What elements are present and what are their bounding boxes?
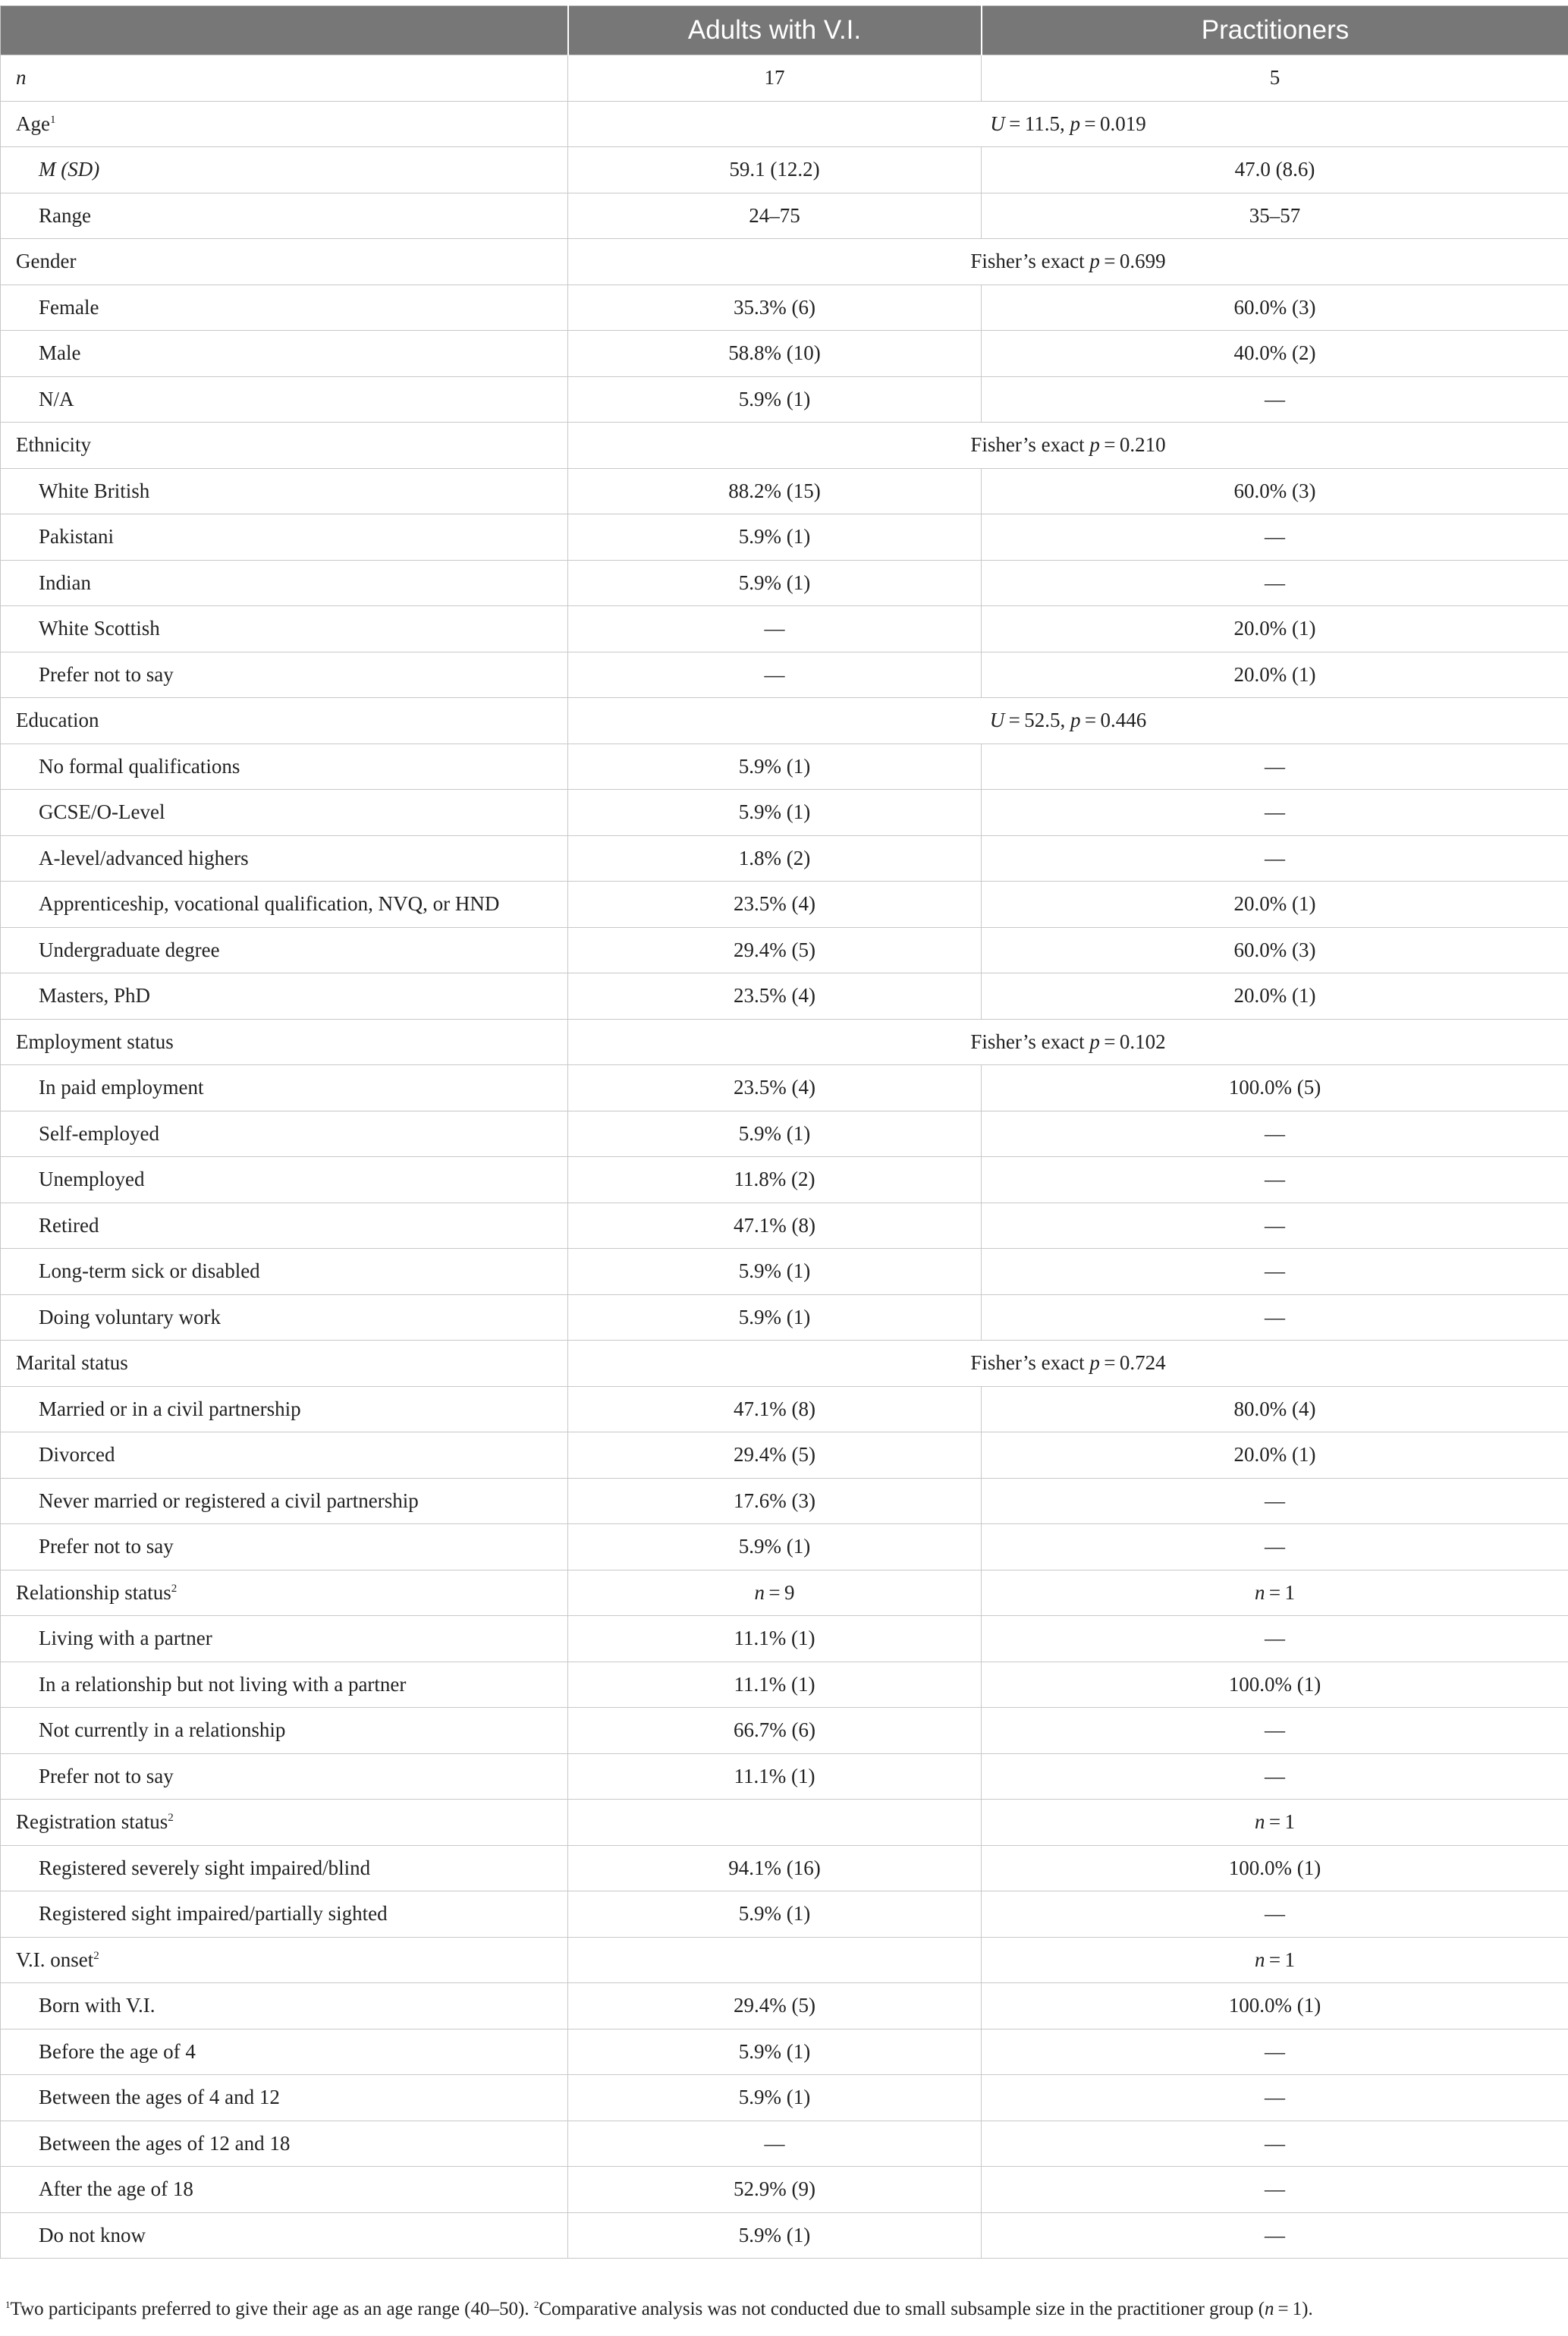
row-label-text: No formal qualifications: [39, 754, 240, 778]
table-row: [1, 1157, 1568, 1203]
row-label-text: Registered severely sight impaired/blind: [39, 1856, 371, 1879]
table-row: [1, 1203, 1568, 1249]
row-label-text: Between the ages of 12 and 18: [39, 2131, 291, 2155]
row-label: [1, 973, 568, 1020]
table-row: [1, 927, 1568, 973]
row-label-text: Not currently in a relationship: [39, 1718, 286, 1742]
value-adults: 5.9% (1): [568, 376, 982, 423]
value-practitioners: 20.0% (1): [982, 606, 1568, 652]
row-label: [1, 1524, 568, 1570]
value-adults: 11.1% (1): [568, 1753, 982, 1800]
footnote-ref: 1: [49, 113, 56, 126]
value-practitioners: —: [982, 835, 1568, 882]
value-practitioners: —: [982, 1249, 1568, 1295]
row-label-text: Age: [16, 112, 50, 135]
row-label: [1, 560, 568, 606]
row-label: [1, 1432, 568, 1479]
value-adults: 5.9% (1): [568, 560, 982, 606]
table-row: [1, 1983, 1568, 2029]
row-label: [1, 1708, 568, 1754]
value-practitioners: —: [982, 1524, 1568, 1570]
row-label: [1, 1203, 568, 1249]
row-statistic: U = 11.5, p = 0.019: [568, 101, 1568, 147]
row-label: [1, 835, 568, 882]
value-adults: —: [568, 606, 982, 652]
value-practitioners: 100.0% (5): [982, 1065, 1568, 1111]
table-row: [1, 376, 1568, 423]
row-label: [1, 927, 568, 973]
value-adults: —: [568, 652, 982, 698]
row-label-text: In a relationship but not living with a partner: [39, 1672, 407, 1696]
table-row: [1, 1249, 1568, 1295]
table-row: [1, 101, 1568, 147]
row-statistic: Fisher’s exact p = 0.102: [568, 1019, 1568, 1065]
row-label: [1, 1570, 568, 1616]
table-row: [1, 468, 1568, 514]
row-label: [1, 1616, 568, 1662]
row-statistic: Fisher’s exact p = 0.724: [568, 1341, 1568, 1387]
table-row: [1, 1386, 1568, 1432]
value-adults: 29.4% (5): [568, 1983, 982, 2029]
header-practitioners: Practitioners: [982, 6, 1568, 55]
row-label: [1, 514, 568, 561]
value-practitioners: 20.0% (1): [982, 652, 1568, 698]
row-label: [1, 1753, 568, 1800]
row-label-text: Do not know: [39, 2223, 146, 2246]
table-row: [1, 423, 1568, 469]
row-statistic: U = 52.5, p = 0.446: [568, 698, 1568, 744]
row-label: [1, 423, 568, 469]
row-statistic: Fisher’s exact p = 0.210: [568, 423, 1568, 469]
row-label: [1, 2212, 568, 2259]
table-row: [1, 835, 1568, 882]
value-practitioners: —: [982, 2212, 1568, 2259]
table-row: [1, 2212, 1568, 2259]
row-label: [1, 1111, 568, 1157]
row-label-text: Employment status: [16, 1030, 174, 1053]
row-label: [1, 101, 568, 147]
value-adults: 5.9% (1): [568, 790, 982, 836]
row-label-text: A-level/advanced highers: [39, 846, 249, 869]
value-adults: 11.8% (2): [568, 1157, 982, 1203]
row-label-text: Female: [39, 295, 99, 319]
row-label-text: After the age of 18: [39, 2177, 193, 2201]
table-row: [1, 514, 1568, 561]
row-label: [1, 1386, 568, 1432]
value-adults: 11.1% (1): [568, 1616, 982, 1662]
value-practitioners: 60.0% (3): [982, 468, 1568, 514]
row-label-text: Marital status: [16, 1351, 128, 1375]
table-row: [1, 1662, 1568, 1708]
table-row: [1, 285, 1568, 331]
row-label: [1, 1341, 568, 1387]
value-adults: 5.9% (1): [568, 514, 982, 561]
value-adults: 23.5% (4): [568, 882, 982, 928]
row-label-text: Living with a partner: [39, 1627, 212, 1650]
value-practitioners: 5: [982, 55, 1568, 102]
value-adults: 1.8% (2): [568, 835, 982, 882]
table-row: [1, 1753, 1568, 1800]
value-adults: —: [568, 2121, 982, 2167]
row-label: [1, 1478, 568, 1524]
value-practitioners: n = 1: [982, 1570, 1568, 1616]
value-adults: 29.4% (5): [568, 927, 982, 973]
row-label: [1, 1662, 568, 1708]
row-label: [1, 1019, 568, 1065]
row-label-text: Gender: [16, 250, 77, 273]
value-practitioners: —: [982, 744, 1568, 790]
value-adults: 23.5% (4): [568, 1065, 982, 1111]
row-label-text: Prefer not to say: [39, 1535, 174, 1558]
value-adults: n = 9: [568, 1570, 982, 1616]
row-label-text: Prefer not to say: [39, 1764, 174, 1787]
row-label-text: Prefer not to say: [39, 662, 174, 686]
value-adults: 5.9% (1): [568, 1111, 982, 1157]
row-label: [1, 1845, 568, 1891]
value-adults: 88.2% (15): [568, 468, 982, 514]
row-label: [1, 1294, 568, 1341]
row-label-text: Registration status: [16, 1810, 168, 1834]
value-practitioners: —: [982, 1478, 1568, 1524]
row-label: [1, 1937, 568, 1983]
value-adults: 5.9% (1): [568, 2212, 982, 2259]
value-adults: 52.9% (9): [568, 2167, 982, 2213]
value-practitioners: 60.0% (3): [982, 285, 1568, 331]
value-practitioners: 47.0 (8.6): [982, 147, 1568, 193]
value-adults: [568, 1800, 982, 1846]
value-adults: 59.1 (12.2): [568, 147, 982, 193]
row-label: [1, 698, 568, 744]
table-row: [1, 1294, 1568, 1341]
value-adults: 35.3% (6): [568, 285, 982, 331]
value-adults: 17: [568, 55, 982, 102]
row-label-text: Range: [39, 203, 91, 227]
row-label: [1, 744, 568, 790]
row-label-text: Born with V.I.: [39, 1994, 156, 2017]
footnote-marker-2: 2: [533, 2299, 539, 2310]
table-row: [1, 560, 1568, 606]
table-row: [1, 1524, 1568, 1570]
table-row: [1, 147, 1568, 193]
table-row: [1, 1570, 1568, 1616]
value-practitioners: 35–57: [982, 193, 1568, 239]
row-label-text: Apprenticeship, vocational qualification, NVQ, or HND: [39, 892, 500, 916]
table-row: [1, 1845, 1568, 1891]
row-label: [1, 790, 568, 836]
value-adults: 47.1% (8): [568, 1203, 982, 1249]
value-practitioners: —: [982, 1708, 1568, 1754]
value-practitioners: n = 1: [982, 1800, 1568, 1846]
value-practitioners: —: [982, 1203, 1568, 1249]
value-adults: 29.4% (5): [568, 1432, 982, 1479]
footnote-ref: 2: [93, 1949, 99, 1962]
value-adults: 94.1% (16): [568, 1845, 982, 1891]
table-body: [1, 55, 1568, 2259]
row-label: [1, 606, 568, 652]
value-practitioners: 100.0% (1): [982, 1662, 1568, 1708]
table-row: [1, 606, 1568, 652]
table-row: [1, 2121, 1568, 2167]
header-row: [1, 6, 1568, 55]
value-adults: 17.6% (3): [568, 1478, 982, 1524]
footnote-text-3: = 1).: [1274, 2299, 1313, 2319]
value-practitioners: —: [982, 1294, 1568, 1341]
value-adults: 24–75: [568, 193, 982, 239]
table-row: [1, 652, 1568, 698]
value-adults: 5.9% (1): [568, 1891, 982, 1938]
table-row: [1, 790, 1568, 836]
value-adults: 5.9% (1): [568, 2029, 982, 2075]
value-practitioners: 40.0% (2): [982, 331, 1568, 377]
table-row: [1, 1111, 1568, 1157]
value-practitioners: —: [982, 1753, 1568, 1800]
row-label-text: Doing voluntary work: [39, 1305, 221, 1328]
row-label-text: Before the age of 4: [39, 2039, 196, 2063]
row-label: [1, 652, 568, 698]
table-container: [0, 5, 1568, 2259]
value-practitioners: 100.0% (1): [982, 1845, 1568, 1891]
row-label: [1, 376, 568, 423]
row-label-text: Never married or registered a civil partnership: [39, 1489, 419, 1512]
value-adults: 11.1% (1): [568, 1662, 982, 1708]
demographics-table: [0, 5, 1568, 2259]
row-label: [1, 2075, 568, 2121]
row-label-text: White Scottish: [39, 617, 160, 640]
table-row: [1, 1616, 1568, 1662]
row-label-text: Masters, PhD: [39, 984, 150, 1008]
row-label: [1, 1065, 568, 1111]
row-label-text: Relationship status: [16, 1580, 171, 1604]
row-label-italic: M (SD): [39, 158, 100, 181]
value-practitioners: 60.0% (3): [982, 927, 1568, 973]
value-adults: 58.8% (10): [568, 331, 982, 377]
table-row: [1, 2167, 1568, 2213]
footnote-ref: 2: [171, 1582, 178, 1595]
row-label-text: In paid employment: [39, 1076, 204, 1099]
row-label-text: Unemployed: [39, 1168, 145, 1191]
row-statistic: Fisher’s exact p = 0.699: [568, 239, 1568, 285]
value-practitioners: —: [982, 2075, 1568, 2121]
table-row: [1, 1800, 1568, 1846]
value-adults: 66.7% (6): [568, 1708, 982, 1754]
row-label: [1, 2029, 568, 2075]
row-label-text: N/A: [39, 387, 74, 410]
row-label: [1, 1983, 568, 2029]
header-adults: Adults with V.I.: [568, 6, 982, 55]
table-row: [1, 1937, 1568, 1983]
row-label: [1, 55, 568, 102]
row-label-text: Male: [39, 341, 81, 365]
table-row: [1, 331, 1568, 377]
table-row: [1, 55, 1568, 102]
value-adults: 5.9% (1): [568, 2075, 982, 2121]
row-label-text: Retired: [39, 1213, 99, 1237]
table-row: [1, 193, 1568, 239]
row-label: [1, 1157, 568, 1203]
row-label-text: GCSE/O-Level: [39, 800, 165, 824]
row-label-italic: n: [16, 66, 27, 90]
row-label-text: Undergraduate degree: [39, 938, 220, 961]
footnote-n: n: [1265, 2299, 1274, 2319]
value-practitioners: —: [982, 514, 1568, 561]
table-row: [1, 1065, 1568, 1111]
value-practitioners: —: [982, 1891, 1568, 1938]
value-practitioners: —: [982, 1111, 1568, 1157]
row-label-text: Between the ages of 4 and 12: [39, 2086, 280, 2109]
row-label: [1, 2121, 568, 2167]
row-label-text: Education: [16, 709, 99, 732]
row-label: [1, 1800, 568, 1846]
row-label: [1, 239, 568, 285]
row-label: [1, 882, 568, 928]
row-label-text: Divorced: [39, 1443, 115, 1467]
table-row: [1, 1341, 1568, 1387]
row-label: [1, 147, 568, 193]
row-label: [1, 193, 568, 239]
table-row: [1, 1891, 1568, 1938]
table-row: [1, 1478, 1568, 1524]
row-label: [1, 331, 568, 377]
footnote-marker-1: 1: [5, 2299, 11, 2310]
value-practitioners: —: [982, 790, 1568, 836]
table-row: [1, 1708, 1568, 1754]
table-row: [1, 1432, 1568, 1479]
value-practitioners: —: [982, 2167, 1568, 2213]
table-row: [1, 1019, 1568, 1065]
footnote-text-2: Comparative analysis was not conducted due to small subsample size in the practitioner group (: [539, 2299, 1265, 2319]
value-practitioners: —: [982, 1616, 1568, 1662]
table-row: [1, 239, 1568, 285]
row-label: [1, 1891, 568, 1938]
value-adults: 5.9% (1): [568, 1249, 982, 1295]
row-label: [1, 285, 568, 331]
row-label: [1, 468, 568, 514]
row-label-text: V.I. onset: [16, 1948, 94, 1971]
value-practitioners: —: [982, 560, 1568, 606]
row-label-text: Ethnicity: [16, 433, 91, 457]
value-practitioners: 20.0% (1): [982, 1432, 1568, 1479]
footnote-text-1: Two participants preferred to give their age as an age range (40–50).: [10, 2299, 534, 2319]
value-practitioners: —: [982, 2121, 1568, 2167]
value-practitioners: n = 1: [982, 1937, 1568, 1983]
value-adults: 47.1% (8): [568, 1386, 982, 1432]
value-adults: 5.9% (1): [568, 1524, 982, 1570]
value-practitioners: —: [982, 1157, 1568, 1203]
row-label-text: Pakistani: [39, 525, 114, 549]
table-row: [1, 2075, 1568, 2121]
value-adults: 5.9% (1): [568, 744, 982, 790]
value-practitioners: 100.0% (1): [982, 1983, 1568, 2029]
header-blank: [1, 6, 568, 55]
value-adults: 5.9% (1): [568, 1294, 982, 1341]
table-footnote: [5, 2299, 1313, 2320]
row-label: [1, 2167, 568, 2213]
value-adults: [568, 1937, 982, 1983]
row-label-text: Long-term sick or disabled: [39, 1259, 260, 1283]
table-row: [1, 744, 1568, 790]
value-practitioners: —: [982, 376, 1568, 423]
table-row: [1, 973, 1568, 1020]
row-label-text: Indian: [39, 571, 91, 594]
row-label-text: Registered sight impaired/partially sighted: [39, 1902, 388, 1926]
value-adults: 23.5% (4): [568, 973, 982, 1020]
value-practitioners: 20.0% (1): [982, 882, 1568, 928]
table-row: [1, 2029, 1568, 2075]
value-practitioners: 20.0% (1): [982, 973, 1568, 1020]
footnote-ref: 2: [168, 1812, 174, 1825]
table-row: [1, 882, 1568, 928]
table-row: [1, 698, 1568, 744]
row-label-text: Self-employed: [39, 1121, 159, 1145]
row-label: [1, 1249, 568, 1295]
row-label-text: White British: [39, 479, 150, 502]
value-practitioners: 80.0% (4): [982, 1386, 1568, 1432]
value-practitioners: —: [982, 2029, 1568, 2075]
row-label-text: Married or in a civil partnership: [39, 1397, 301, 1420]
